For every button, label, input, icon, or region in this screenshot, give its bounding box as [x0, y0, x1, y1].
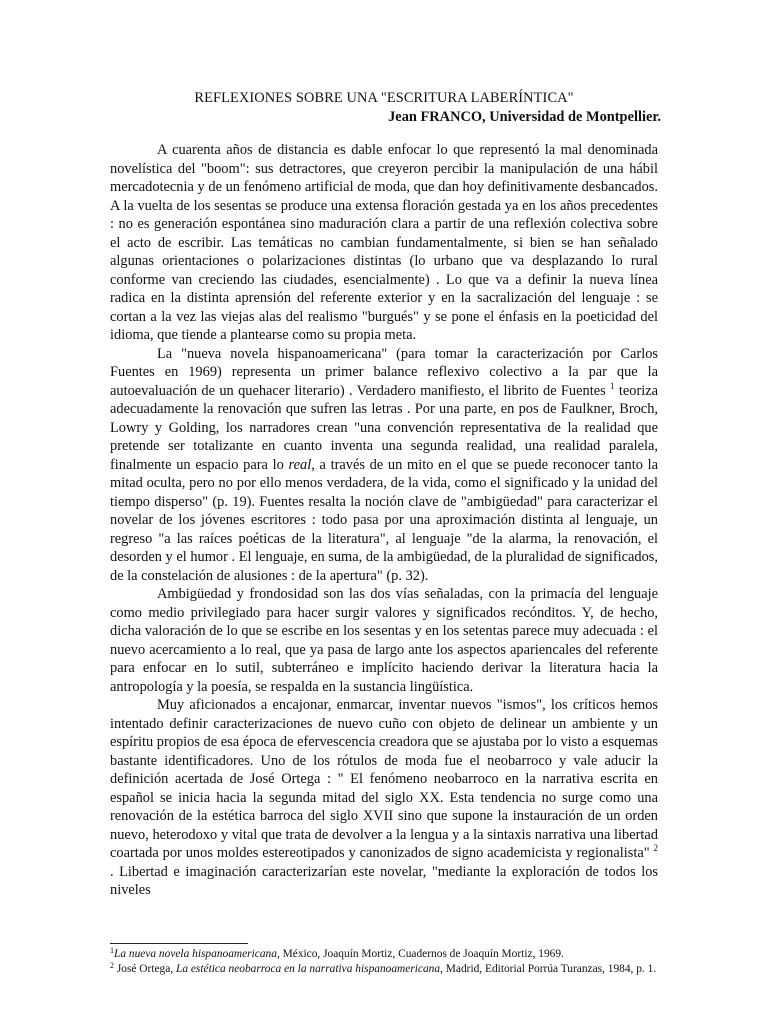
paragraph-4-part-1: Muy aficionados a encajonar, enmarcar, inventar nuevos "ismos", los críticos hemos intentado definir caracterizaciones de nuevo cuño con objeto de delinear un ambiente y un espíritu propios de esa época de efervescencia creadora que se ajustaba por lo visto a esquemas bastante identificadores. Uno de los rótulos de moda fue el neobarroco y vale aducir la definición acertada de José Ortega : " El fenómeno neobarroco en la narrativa escrita en español se inicia hacia la segunda mitad del siglo XX. Esta tendencia no surge como una renovación de la estética barroca del siglo XVII sino que supone la instauración de un orden nuevo, heterodoxo y vital que trata de devolver a la lengua y a la sintaxis narrativa una libertad coartada por unos moldes estereotipados y canonizados de signo academicista y regionalista"	[110, 697, 658, 861]
footnote-separator	[110, 943, 248, 944]
footnote-2-details: , Madrid, Editorial Porrúa Turanzas, 1984, p. 1.	[440, 963, 657, 975]
paragraph-2	[110, 345, 658, 586]
paragraph-2-part-3: , a través de un mito en el que se puede reconocer tanto la mitad oculta, pero no por ello menos verdadera, de la vida, como el significado y la unidad del tiempo disperso" (p. 19). Fuentes resalta la noción clave de "ambigüedad" para caracterizar el novelar de los jóvenes escritores : todo pasa por una aproximación distinta al lenguaje, un regreso "a las raíces poéticas de la literatura", al lenguaje "de la alarma, la renovación, el desorden y el humor . El lenguaje, en suma, de la ambigüedad, de la pluralidad de significados, de la constelación de alusiones : de la apertura" (p. 32).	[110, 456, 658, 584]
footnote-1	[110, 947, 658, 962]
paragraph-2-part-1: La "nueva novela hispanoamericana" (para tomar la caracterización por Carlos Fuentes en 1969) representa un primer balance reflexivo colectivo a la par que la autoevaluación de un quehacer literario) . Verdadero manifiesto, el librito de Fuentes	[110, 345, 658, 399]
footnote-1-details: , México, Joaquín Mortiz, Cuadernos de Joaquín Mortiz, 1969.	[276, 948, 564, 960]
footnote-2-author: José Ortega,	[114, 963, 176, 975]
paragraph-2-italic-term: real	[288, 456, 312, 473]
paragraph-4-part-2: . Libertad e imaginación caracterizarían este novelar, "mediante la exploración de todos los niveles	[110, 863, 658, 898]
document-title: REFLEXIONES SOBRE UNA "ESCRITURA LABERÍNTICA"	[194, 90, 574, 106]
footnote-1-book-title: La nueva novela hispanoamericana	[114, 948, 277, 960]
paragraph-1: A cuarenta años de distancia es dable enfocar lo que representó la mal denominada novelística del "boom": sus detractores, que creyeron percibir la manipulación de una hábil mercadotecnia y de un fenómeno artificial de moda, que dan hoy definitivamente desbancados. A la vuelta de los sesentas se produce una extensa floración gestada ya en los años precedentes : no es generación espontánea sino maduración clara a partir de una reflexión colectiva sobre el acto de escribir. Las temáticas no cambian fundamentalmente, si bien se han señalado algunas orientaciones o polarizaciones distintas (lo urbano que va desplazando lo rural conforme van creciendo las ciudades, esencialmente) . Lo que va a definir la nueva línea radica en la distinta aprensión del referente exterior y en la sacralización del lenguaje : se cortan a la vez las viejas alas del realismo "burgués" y se pone el énfasis en la poeticidad del idioma, que tiende a plantearse como su propia meta.	[110, 142, 658, 343]
footnote-ref-2[interactable]: 2	[653, 843, 658, 853]
paragraph-3: Ambigüedad y frondosidad son las dos vías señaladas, con la primacía del lenguaje como medio privilegiado para hacer surgir valores y significados recónditos. Y, de hecho, dicha valoración de lo que se escribe en los sesentas y en los setentas parece muy adecuada : el nuevo acercamiento a lo real, que ya pasa de largo ante los aspectos apariencales del referente para enfocar en lo sutil, subterráneo e implícito haciendo derivar la literatura hacia la antropología y la poesía, se respalda en la sustancia lingüística.	[110, 586, 658, 695]
document-body	[110, 141, 658, 900]
footnote-ref-1[interactable]: 1	[610, 380, 615, 391]
paragraph-4	[110, 696, 658, 900]
footnote-2	[110, 962, 658, 977]
paragraph-2-part-2: teoriza adecuadamente la renovación que sufren las letras . Por una parte, en pos de Faulkner, Broch, Lowry y Golding, los narradores crean "una convención representativa de la realidad que pretende ser totalizante en cuanto inventa una segunda realidad, una realidad paralela, finalmente un espacio para lo	[110, 382, 659, 473]
footnotes	[110, 947, 658, 977]
footnote-2-book-title: La estética neobarroca en la narrativa hispanoamericana	[176, 963, 441, 975]
author-line: Jean FRANCO, Universidad de Montpellier.	[388, 109, 661, 125]
footnote-1-number: 1	[110, 946, 114, 955]
footnote-2-number: 2	[110, 961, 114, 970]
